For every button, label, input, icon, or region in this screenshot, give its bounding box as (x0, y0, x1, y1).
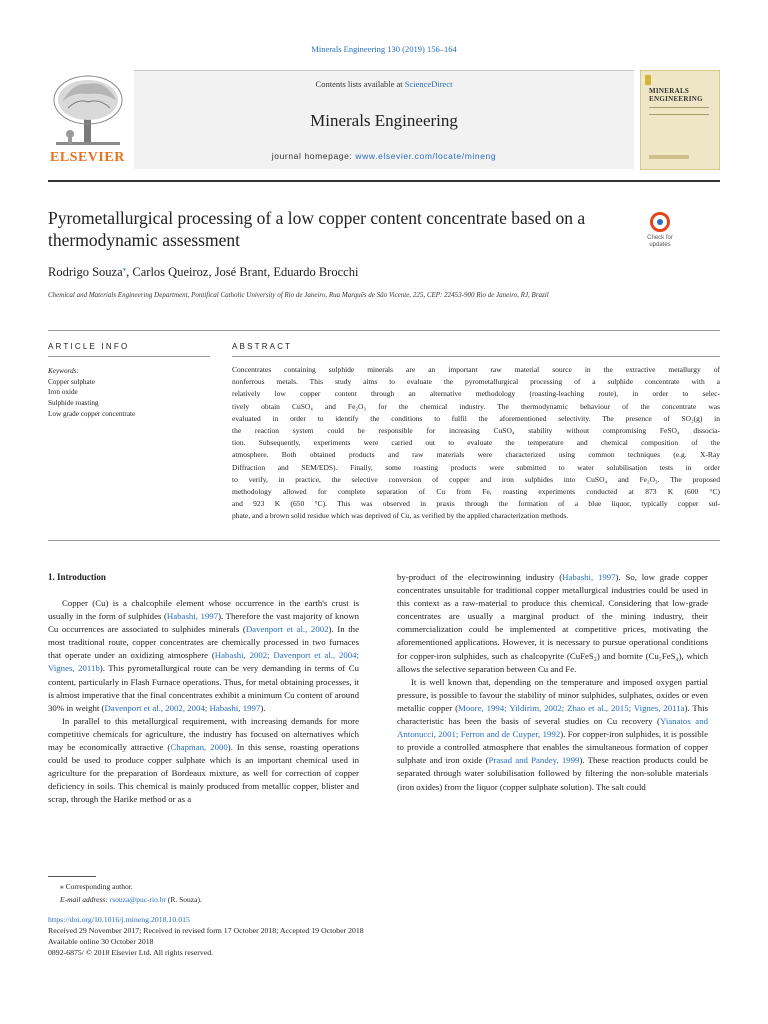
abstract-line: the reaction system could be responsible for increasing CuSO₄ stability without compromising FeSO₄ dissocia- (232, 426, 720, 436)
keywords-list (48, 377, 218, 420)
check-updates-icon (650, 212, 670, 232)
citation-link[interactable]: Habashi, 1997 (562, 572, 616, 582)
cover-title-line2: ENGINEERING (649, 95, 703, 103)
elsevier-tree-logo (48, 72, 128, 162)
email-note (60, 895, 202, 904)
journal-homepage (134, 151, 634, 161)
check-for-updates-button[interactable] (642, 212, 678, 252)
body-text: ). In this sense, roasting operations could be used to produce copper sulphate which is an important chemical used in agriculture for the preparation of Bordeaux mixture, as well for correction of copper deficiency in soils. This chemical is mainly produced from metallic copper, blister and scrap, through the Harike method or as a (48, 742, 359, 805)
affiliation-divider (48, 330, 720, 331)
check-updates-line2: updates (649, 241, 671, 248)
article-info-divider (48, 356, 210, 357)
abstract-line: to verify, in practice, the selective conversion of copper and iron sulphides into CuSO₄ and Fe₂O₃. The proposed (232, 474, 720, 484)
keyword-item: Low grade copper concentrate (48, 409, 136, 418)
abstract-line: phate, and a brown solid residue which was deprived of Cu, as verified by the applied characterization methods. (232, 511, 569, 521)
affiliation: Chemical and Materials Engineering Department, Pontifical Catholic University of Rio de Janeiro, Rua Marquês de São Vicente, 225, CEP: 22453-900 Rio de Janeiro, RJ, Brazil (48, 291, 549, 299)
citation-link[interactable]: Moore, 1994; Yildirim, 2002; Zhao et al., 2015; Vignes, 2011a (458, 702, 685, 713)
header-banner (134, 70, 634, 169)
homepage-prefix: journal homepage: (271, 151, 356, 161)
abstract-line: Diffraction and SEM/EDS). Finally, some roasting products were submitted to water solubilisation tests in order (232, 462, 720, 472)
body-paragraph (397, 571, 708, 676)
abstract-line: relatively low copper content through an alternative methodology (roasting-leaching route), in order to selec- (232, 389, 720, 399)
body-text: ). This pyrometallurgical route can be very demanding in terms of Cu content, particularly in Flash Furnace operations. Thus, for metal obtaining processes, it is almost imperative that the final concentrates exhibit a minimum Cu content of around 30% in weight ( (48, 663, 359, 713)
abstract-bottom-divider (48, 540, 720, 541)
citation-link[interactable]: Davenport et al., 2002, 2004; Habashi, 1997 (104, 702, 261, 713)
check-updates-label (642, 235, 678, 248)
contents-prefix: Contents lists available at (315, 79, 405, 89)
email-label: E-mail address: (60, 895, 110, 904)
corresponding-author-note (60, 882, 133, 891)
homepage-link[interactable]: www.elsevier.com/locate/mineng (355, 151, 497, 161)
contents-line (134, 79, 634, 89)
body-text: ). So, low grade copper concentrates unsuitable for traditional copper metallurgical industries could be used in this context as a raw-material to produce this chemical. Considering that low-grade concentrates are usually a marginal product of the mining industry, their commercialization could be implemented at competitive prices, motivating the aforementioned applications. However, it is necessary to pursue operational conditions for copper-iron sulphides, such as chalcopyrite (CuFeS₂) and bornite (Cu₅FeS₄), which allows the selective separation between Cu and Fe. (397, 572, 708, 674)
copyright: 0892-6875/ © 2018 Elsevier Ltd. All rights reserved. (48, 948, 214, 957)
body-text: ). Therefore the vast majority of known Cu occurrences are associated to sulphides minerals ( (48, 611, 359, 635)
abstract-line: atmosphere. Both obtained products and raw materials were characterized using common techniques (e.g. X-Ray (232, 450, 720, 460)
cover-title-line1: MINERALS (649, 87, 690, 95)
citation-link[interactable]: Chapman, 2000 (170, 742, 228, 753)
abstract-line: tion. Subsequently, experiments were carried out to evaluate the temperature and chemical composition of the (232, 438, 720, 448)
author-list: Rodrigo Souza⁎, Carlos Queiroz, José Brant, Eduardo Brocchi (48, 265, 359, 280)
footnote-divider (48, 876, 96, 877)
check-updates-line1: Check for (647, 235, 673, 241)
body-paragraph (397, 676, 708, 794)
body-paragraph (48, 715, 359, 807)
cover-accent (645, 75, 651, 85)
body-text: ). For copper-iron sulphides, it is possible to provide a controlled atmosphere that enables the simultaneous formation of copper sulphate and iron oxide ( (397, 729, 708, 766)
cover-lines (649, 107, 709, 115)
body-text: ). (260, 702, 266, 713)
body-paragraph (48, 597, 359, 715)
article-meta (48, 914, 364, 958)
citation-link[interactable]: Prasad and Pandey, 1999 (488, 755, 580, 766)
corresponding-author-mark[interactable]: ⁎ (122, 265, 127, 273)
journal-citation[interactable]: Minerals Engineering 130 (2019) 156–164 (311, 44, 457, 54)
body-text: In parallel to this metallurgical requirement, with increasing demands for more competitive chemicals for agriculture, the industry has focused on alternatives which may be economically attractive ( (48, 715, 359, 753)
citation-link[interactable]: Yianatos and Antonucci, 2001; Ferron and de Cuyper, 1992 (397, 716, 708, 740)
available-online: Available online 30 October 2018 (48, 937, 154, 946)
abstract-line: nonferrous metals. This study aims to evaluate the pyrometallurgical processing of a sulphide concentrate with a (232, 377, 720, 387)
citation-link[interactable]: Davenport et al., 2002 (245, 624, 329, 635)
body-text: ). This characteristic has been the basis of several studies on Cu recovery ( (397, 702, 709, 727)
body-text: Copper (Cu) is a chalcophile element whose occurrence in the earth's crust is usually in the form of sulphides ( (48, 598, 359, 622)
keyword-item: Sulphide roasting (48, 399, 99, 408)
email-link[interactable]: rsouza@puc-rio.br (109, 895, 166, 904)
abstract-line: Concentrates containing sulphide minerals are an important raw material source in the extractive metallurgy of (232, 365, 720, 374)
citation-link[interactable]: Habashi, 2002; Davenport et al., 2004; Vignes, 2011b (48, 650, 359, 674)
abstract-text (232, 364, 720, 523)
abstract-line: and 923 K (650 °C). This was observed in praxis through the formation of a blue liquor, typically copper sul- (232, 499, 720, 509)
journal-title: Minerals Engineering (310, 111, 458, 130)
body-text: ). In the most traditional route, copper concentrates are chemically processed in two furnaces that operate under an oxidizing atmosphere ( (48, 624, 359, 661)
sciencedirect-link[interactable]: ScienceDirect (404, 79, 453, 89)
section-title-introduction: 1. Introduction (48, 572, 106, 582)
body-text: by-product of the electrowinning industry ( (397, 572, 563, 582)
header-divider (48, 180, 720, 182)
body-text: ). These reaction products could be separated through water solubilisation followed by filtering the non-soluble materials (iron oxides) from the liquor (copper sulphate solution). The salt could (397, 755, 708, 792)
cover-title (649, 87, 703, 103)
author-name[interactable]: Rodrigo Souza (48, 265, 123, 280)
abstract-line: methodology allowed for complete separation of Cu from Fe, roasting experiments conducted at 873 K (600 °C) (232, 487, 720, 497)
keyword-item: Iron oxide (48, 388, 78, 397)
body-right-column (397, 571, 708, 794)
body-text: It is well known that, depending on the temperature and imposed oxygen partial pressure, is possible to favour the stability of minor sulphides, sulphates, oxides or even metallic copper ( (397, 676, 708, 713)
corresponding-text: Corresponding author. (65, 882, 133, 891)
journal-header (48, 70, 720, 174)
abstract-divider (232, 356, 720, 357)
elsevier-wordmark: ELSEVIER (50, 150, 125, 165)
doi-link[interactable]: https://doi.org/10.1016/j.mineng.2018.10.015 (48, 915, 190, 924)
abstract-line: evaluated in order to identify the conditions to fulfil the aforementioned selectivity. The presence of SO₂(g) in (232, 413, 720, 423)
received-dates: Received 29 November 2017; Received in revised form 17 October 2018; Accepted 19 October 2018 (48, 926, 364, 935)
author-name[interactable]: José Brant (214, 265, 268, 280)
author-name[interactable]: Eduardo Brocchi (273, 265, 359, 280)
article-info-heading: ARTICLE INFO (48, 342, 130, 351)
abstract-line: tively obtain CuSO₄ and Fe₂O₃ for the chemical industry. The thermodynamic behaviour of the concentrate was (232, 401, 720, 411)
citation-link[interactable]: Habashi, 1997 (166, 611, 219, 622)
corresponding-mark: ⁎ (60, 882, 64, 891)
body-left-column (48, 597, 359, 807)
keywords-label: Keywords: (48, 367, 79, 375)
keyword-item: Copper sulphate (48, 377, 95, 386)
journal-cover-thumbnail[interactable] (640, 70, 720, 170)
keywords-block (48, 366, 218, 420)
cover-footer-mark (649, 155, 689, 159)
abstract-heading: ABSTRACT (232, 342, 293, 351)
article-title: Pyrometallurgical processing of a low copper content concentrate based on a thermodynamic assessment (48, 208, 586, 250)
email-suffix: (R. Souza). (165, 895, 202, 904)
author-name[interactable]: Carlos Queiroz (132, 265, 209, 280)
